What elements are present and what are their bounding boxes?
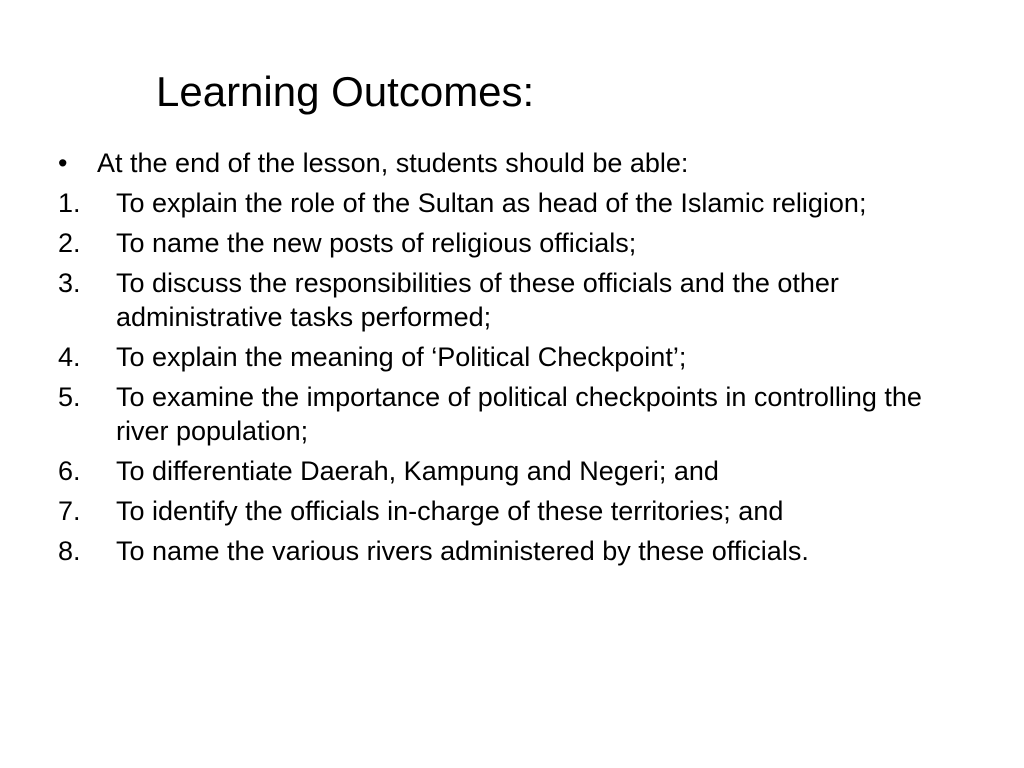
bullet-marker: •	[58, 148, 68, 178]
intro-text: At the end of the lesson, students should be able:	[97, 148, 689, 178]
outcome-item	[56, 494, 976, 528]
outcome-text: To identify the officials in-charge of these territories; and	[116, 496, 784, 526]
slide-title: Learning Outcomes:	[156, 68, 535, 115]
outcome-text: To name the various rivers administered by these officials.	[116, 536, 809, 566]
outcome-number: 6.	[58, 456, 81, 486]
outcome-text: To examine the importance of political checkpoints in controlling the river population;	[116, 382, 922, 446]
slide-content	[56, 146, 976, 574]
outcome-number: 2.	[58, 228, 81, 258]
outcome-item	[56, 534, 976, 568]
outcomes-list	[56, 186, 976, 568]
outcome-number: 1.	[58, 188, 81, 218]
intro-bullet-item	[56, 146, 976, 180]
outcome-number: 7.	[58, 496, 81, 526]
outcome-number: 8.	[58, 536, 81, 566]
outcome-text: To name the new posts of religious officials;	[116, 228, 637, 258]
outcome-number: 4.	[58, 342, 81, 372]
outcome-number: 5.	[58, 382, 81, 412]
outcome-number: 3.	[58, 268, 81, 298]
outcome-item	[56, 226, 976, 260]
outcome-item	[56, 340, 976, 374]
outcome-item	[56, 380, 976, 448]
outcome-text: To differentiate Daerah, Kampung and Negeri; and	[116, 456, 719, 486]
outcome-item	[56, 186, 976, 220]
outcome-text: To explain the meaning of ‘Political Checkpoint’;	[116, 342, 687, 372]
outcome-item	[56, 454, 976, 488]
outcome-text: To discuss the responsibilities of these officials and the other administrative tasks performed;	[116, 268, 839, 332]
outcome-item	[56, 266, 976, 334]
outcome-text: To explain the role of the Sultan as head of the Islamic religion;	[116, 188, 867, 218]
